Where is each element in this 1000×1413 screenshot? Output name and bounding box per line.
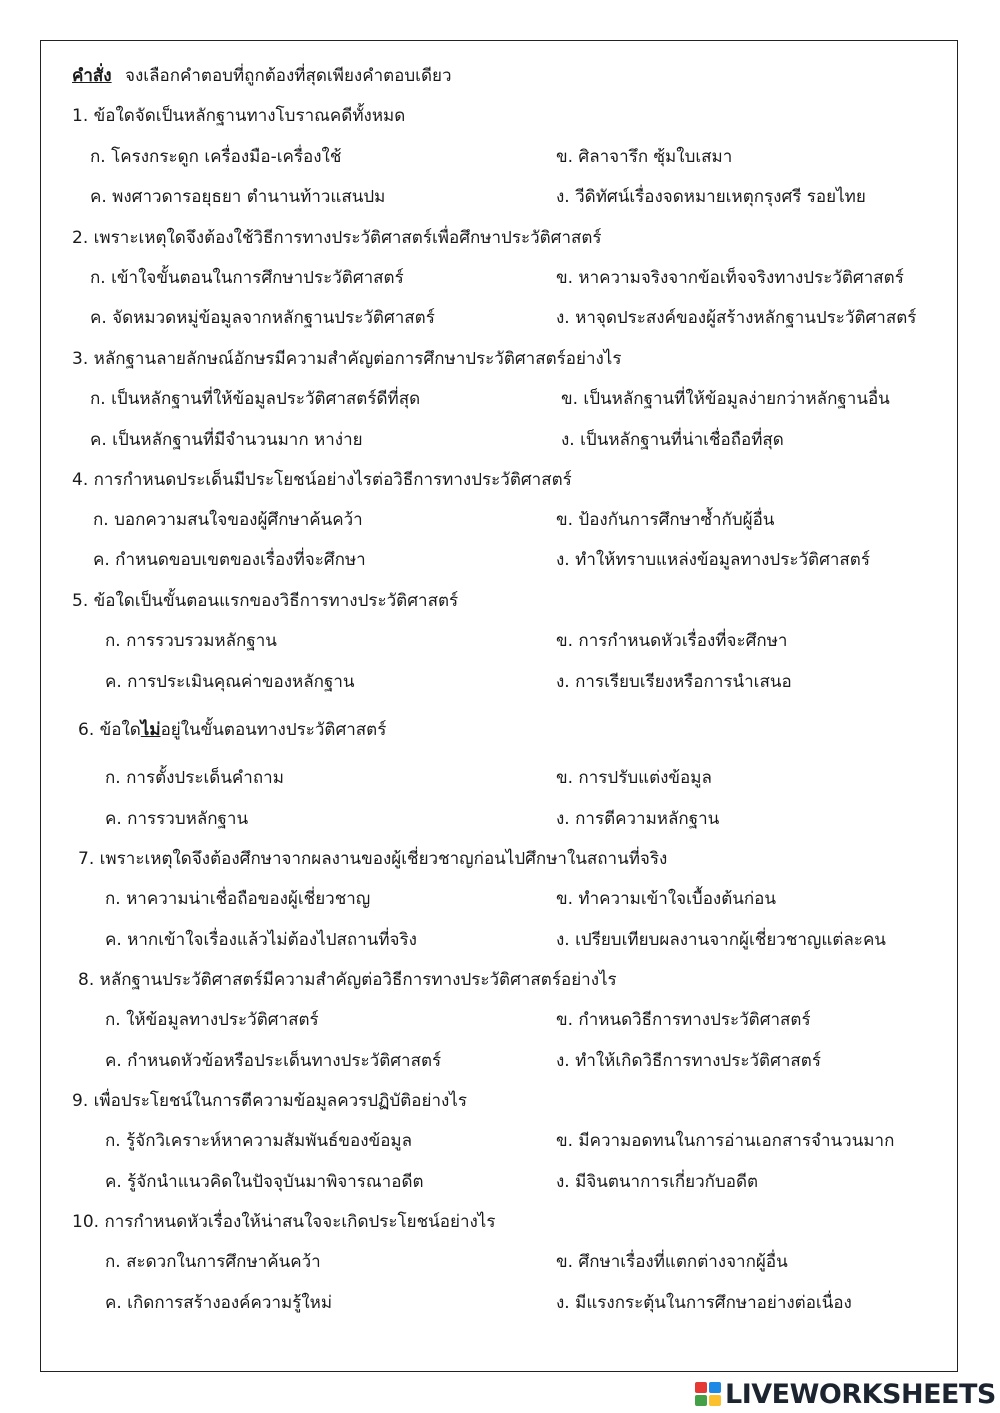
- q8-choice-b[interactable]: ข. กำหนดวิธีการทางประวัติศาสตร์: [556, 1010, 811, 1030]
- q4-choice-c[interactable]: ค. กำหนดขอบเขตของเรื่องที่จะศึกษา: [93, 550, 366, 570]
- q1-choice-b[interactable]: ข. ศิลาจารึก ซุ้มใบเสมา: [556, 147, 733, 167]
- q5-choice-c[interactable]: ค. การประเมินคุณค่าของหลักฐาน: [105, 672, 355, 692]
- q3-choice-b[interactable]: ข. เป็นหลักฐานที่ให้ข้อมูลง่ายกว่าหลักฐานอื่น: [561, 389, 890, 409]
- q10-choice-a[interactable]: ก. สะดวกในการศึกษาค้นคว้า: [105, 1252, 321, 1272]
- liveworksheets-logo-text: LIVEWORKSHEETS: [725, 1378, 996, 1410]
- q3-choice-d[interactable]: ง. เป็นหลักฐานที่น่าเชื่อถือที่สุด: [561, 430, 784, 450]
- q2-choice-b[interactable]: ข. หาความจริงจากข้อเท็จจริงทางประวัติศาสตร์: [556, 268, 904, 288]
- q4-choice-d[interactable]: ง. ทำให้ทราบแหล่งข้อมูลทางประวัติศาสตร์: [556, 550, 870, 570]
- q6-choice-c[interactable]: ค. การรวบหลักฐาน: [105, 809, 249, 829]
- q7-choice-c[interactable]: ค. หากเข้าใจเรื่องแล้วไม่ต้องไปสถานที่จริง: [105, 930, 417, 950]
- q8-choice-a[interactable]: ก. ให้ข้อมูลทางประวัติศาสตร์: [105, 1010, 319, 1030]
- q2-choice-a[interactable]: ก. เข้าใจขั้นตอนในการศึกษาประวัติศาสตร์: [90, 268, 404, 288]
- q8-choice-d[interactable]: ง. ทำให้เกิดวิธีการทางประวัติศาสตร์: [556, 1051, 821, 1071]
- q1-choice-c[interactable]: ค. พงศาวดารอยุธยา ตำนานท้าวแสนปม: [90, 187, 386, 207]
- q10-choice-d[interactable]: ง. มีแรงกระตุ้นในการศึกษาอย่างต่อเนื่อง: [556, 1293, 852, 1313]
- instruction: [72, 64, 452, 88]
- q10-choice-b[interactable]: ข. ศึกษาเรื่องที่แตกต่างจากผู้อื่น: [556, 1252, 788, 1272]
- question-1: 1. ข้อใดจัดเป็นหลักฐานทางโบราณคดีทั้งหมด: [72, 106, 406, 126]
- q7-choice-d[interactable]: ง. เปรียบเทียบผลงานจากผู้เชี่ยวชาญแต่ละคน: [556, 930, 886, 950]
- question-6-text-after: อยู่ในขั้นตอนทางประวัติศาสตร์: [160, 720, 387, 740]
- q9-choice-c[interactable]: ค. รู้จักนำแนวคิดในปัจจุบันมาพิจารณาอดีต: [105, 1172, 424, 1192]
- q8-choice-c[interactable]: ค. กำหนดหัวข้อหรือประเด็นทางประวัติศาสตร์: [105, 1051, 442, 1071]
- liveworksheets-logo[interactable]: [694, 1377, 996, 1411]
- q10-choice-c[interactable]: ค. เกิดการสร้างองค์ความรู้ใหม่: [105, 1293, 333, 1313]
- question-5: 5. ข้อใดเป็นขั้นตอนแรกของวิธีการทางประวัติศาสตร์: [72, 591, 459, 611]
- q9-choice-a[interactable]: ก. รู้จักวิเคราะห์หาความสัมพันธ์ของข้อมูล: [105, 1131, 413, 1151]
- q9-choice-d[interactable]: ง. มีจินตนาการเกี่ยวกับอดีต: [556, 1172, 759, 1192]
- q4-choice-a[interactable]: ก. บอกความสนใจของผู้ศึกษาค้นคว้า: [93, 510, 363, 530]
- q6-choice-b[interactable]: ข. การปรับแต่งข้อมูล: [556, 768, 712, 788]
- question-10: 10. การกำหนดหัวเรื่องให้น่าสนใจจะเกิดประโยชน์อย่างไร: [72, 1212, 496, 1232]
- instruction-label: คำสั่ง: [72, 66, 112, 86]
- q2-choice-c[interactable]: ค. จัดหมวดหมู่ข้อมูลจากหลักฐานประวัติศาสตร์: [90, 308, 435, 328]
- question-8: 8. หลักฐานประวัติศาสตร์มีความสำคัญต่อวิธีการทางประวัติศาสตร์อย่างไร: [78, 970, 617, 990]
- q2-choice-d[interactable]: ง. หาจุดประสงค์ของผู้สร้างหลักฐานประวัติศาสตร์: [556, 308, 917, 328]
- q7-choice-b[interactable]: ข. ทำความเข้าใจเบื้องต้นก่อน: [556, 889, 776, 909]
- q1-choice-d[interactable]: ง. วีดิทัศน์เรื่องจดหมายเหตุกรุงศรี รอยไทย: [556, 187, 866, 207]
- question-6-emphasis: ไม่: [140, 720, 161, 740]
- q1-choice-a[interactable]: ก. โครงกระดูก เครื่องมือ-เครื่องใช้: [90, 147, 342, 167]
- question-6: [78, 718, 386, 742]
- q5-choice-d[interactable]: ง. การเรียบเรียงหรือการนำเสนอ: [556, 672, 792, 692]
- question-6-text-before: 6. ข้อใด: [78, 720, 141, 740]
- q5-choice-a[interactable]: ก. การรวบรวมหลักฐาน: [105, 631, 277, 651]
- q5-choice-b[interactable]: ข. การกำหนดหัวเรื่องที่จะศึกษา: [556, 631, 788, 651]
- question-2: 2. เพราะเหตุใดจึงต้องใช้วิธีการทางประวัติศาสตร์เพื่อศึกษาประวัติศาสตร์: [72, 228, 602, 248]
- liveworksheets-logo-icon: [694, 1380, 722, 1408]
- question-4: 4. การกำหนดประเด็นมีประโยชน์อย่างไรต่อวิธีการทางประวัติศาสตร์: [72, 470, 572, 490]
- question-3: 3. หลักฐานลายลักษณ์อักษรมีความสำคัญต่อการศึกษาประวัติศาสตร์อย่างไร: [72, 349, 622, 369]
- q9-choice-b[interactable]: ข. มีความอดทนในการอ่านเอกสารจำนวนมาก: [556, 1131, 895, 1151]
- q3-choice-a[interactable]: ก. เป็นหลักฐานที่ให้ข้อมูลประวัติศาสตร์ดีที่สุด: [90, 389, 421, 409]
- q6-choice-d[interactable]: ง. การตีความหลักฐาน: [556, 809, 720, 829]
- q4-choice-b[interactable]: ข. ป้องกันการศึกษาซ้ำกับผู้อื่น: [556, 510, 775, 530]
- instruction-text: จงเลือกคำตอบที่ถูกต้องที่สุดเพียงคำตอบเดียว: [125, 66, 452, 86]
- q6-choice-a[interactable]: ก. การตั้งประเด็นคำถาม: [105, 768, 284, 788]
- question-9: 9. เพื่อประโยชน์ในการตีความข้อมูลควรปฏิบัติอย่างไร: [72, 1091, 467, 1111]
- q7-choice-a[interactable]: ก. หาความน่าเชื่อถือของผู้เชี่ยวชาญ: [105, 889, 371, 909]
- q3-choice-c[interactable]: ค. เป็นหลักฐานที่มีจำนวนมาก หาง่าย: [90, 430, 363, 450]
- question-7: 7. เพราะเหตุใดจึงต้องศึกษาจากผลงานของผู้เชี่ยวชาญก่อนไปศึกษาในสถานที่จริง: [78, 849, 668, 869]
